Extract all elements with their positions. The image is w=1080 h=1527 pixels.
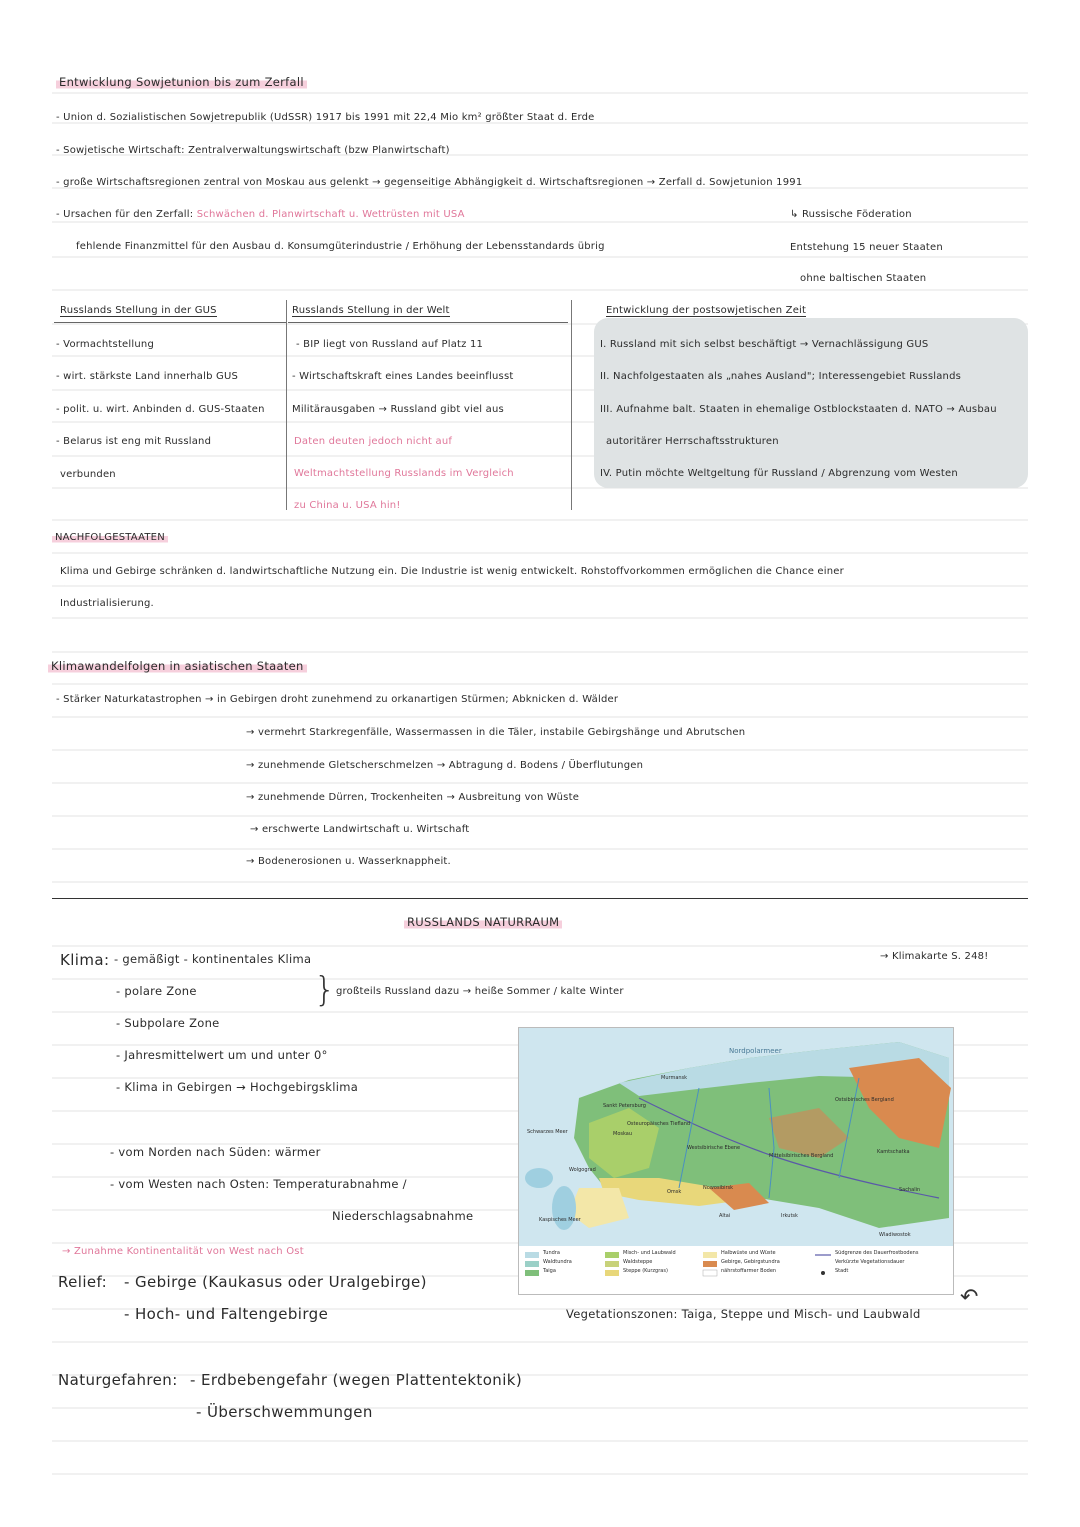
list-item: → vermehrt Starkregenfälle, Wassermassen in die Täler, instabile Gebirgshänge und Abrutschen — [246, 727, 746, 738]
legend-item: Halbwüste und Wüste — [721, 1250, 776, 1256]
map-label: Moskau — [613, 1131, 633, 1137]
section-title-naturraum: RUSSLANDS NATURRAUM — [404, 916, 562, 929]
list-item: II. Nachfolgestaaten als „nahes Ausland"; Interessengebiet Russlands — [600, 371, 962, 382]
page-reference: → Klimakarte S. 248! — [880, 951, 989, 962]
list-item: → zunehmende Gletscherschmelzen → Abtragung d. Bodens / Überflutungen — [246, 760, 644, 771]
map-label: Westsibirische Ebene — [687, 1145, 741, 1151]
map-label: Kamtschatka — [877, 1149, 910, 1155]
legend-item: Tundra — [543, 1250, 560, 1256]
list-item: → Bodenerosionen u. Wasserknappheit. — [246, 856, 451, 867]
side-note: ↳ Russische Föderation — [790, 209, 912, 220]
legend-item: Waldsteppe — [623, 1259, 653, 1265]
list-item: - Gebirge (Kaukasus oder Uralgebirge) — [124, 1273, 427, 1291]
legend-item: Verkürzte Vegetationsdauer — [835, 1259, 905, 1265]
section-title-nachfolge: NACHFOLGESTAATEN — [52, 532, 168, 543]
pink-note: zu China u. USA hin! — [294, 500, 401, 511]
table-divider — [54, 322, 286, 323]
map-label: Mittelsibirisches Bergland — [769, 1153, 834, 1159]
vegetation-map — [518, 1027, 954, 1295]
column-divider — [286, 300, 287, 510]
legend-item: Südgrenze des Dauerfrostbodens — [835, 1250, 919, 1256]
column-title-welt: Russlands Stellung in der Welt — [292, 305, 450, 316]
list-item: - Wirtschaftskraft eines Landes beeinflusst — [292, 371, 514, 382]
column-title-post: Entwicklung der postsowjetischen Zeit — [606, 305, 807, 316]
text-line: fehlende Finanzmittel für den Ausbau d. Konsumgüterindustrie / Erhöhung der Lebensstandards übrig — [76, 241, 605, 252]
section-title-klimawandel: Klimawandelfolgen in asiatischen Staaten — [48, 660, 307, 673]
map-label: Murmansk — [661, 1075, 688, 1081]
list-item: verbunden — [60, 469, 116, 480]
list-item: - Klima in Gebirgen → Hochgebirgsklima — [116, 1080, 359, 1094]
map-label: Nowosibirsk — [703, 1185, 734, 1191]
legend-item: Waldtundra — [543, 1259, 572, 1265]
legend-item: Misch- und Laubwald — [623, 1250, 676, 1256]
side-note: ohne baltischen Staaten — [800, 273, 927, 284]
map-label-sea: Nordpolarmeer — [729, 1047, 782, 1055]
text-line: - große Wirtschaftsregionen zentral von Moskau aus gelenkt → gegenseitige Abhängigkeit d. Wirtschaftsregionen → Zerfall d. Sowjetunion 1991 — [56, 177, 803, 188]
list-item: - Erdbebengefahr (wegen Plattentektonik) — [190, 1371, 523, 1389]
list-item: - Vormachtstellung — [56, 339, 154, 350]
list-item: autoritärer Herrschaftsstrukturen — [606, 436, 779, 447]
relief-label: Relief: — [58, 1273, 108, 1291]
list-item: - polit. u. wirt. Anbinden d. GUS-Staaten — [56, 404, 265, 415]
side-note: Entstehung 15 neuer Staaten — [790, 242, 943, 253]
list-item: → zunehmende Dürren, Trockenheiten → Ausbreitung von Wüste — [246, 792, 580, 803]
list-item: - wirt. stärkste Land innerhalb GUS — [56, 371, 239, 382]
list-item: - Jahresmittelwert um und unter 0° — [116, 1048, 328, 1062]
legend-item: Gebirge, Gebirgstundra — [721, 1259, 780, 1265]
column-divider — [571, 300, 572, 510]
map-label: Omsk — [667, 1189, 682, 1195]
map-label: Sankt Petersburg — [603, 1103, 646, 1109]
list-item: I. Russland mit sich selbst beschäftigt → Vernachlässigung GUS — [600, 339, 929, 350]
list-item: - Belarus ist eng mit Russland — [56, 436, 212, 447]
list-item: - Überschwemmungen — [196, 1403, 373, 1421]
vegetation-note: Vegetationszonen: Taiga, Steppe und Misch- und Laubwald — [566, 1307, 921, 1321]
text-line: - Sowjetische Wirtschaft: Zentralverwaltungswirtschaft (bzw Planwirtschaft) — [56, 145, 450, 156]
brace-icon: } — [314, 970, 336, 1010]
text-line: - vom Norden nach Süden: wärmer — [110, 1145, 321, 1159]
section-title-sowjetunion: Entwicklung Sowjetunion bis zum Zerfall — [56, 76, 307, 89]
list-item: Militärausgaben → Russland gibt viel aus — [292, 404, 504, 415]
map-label: Wladiwostok — [879, 1232, 911, 1238]
text-line: Klima und Gebirge schränken d. landwirtschaftliche Nutzung ein. Die Industrie ist wenig entwickelt. Rohstoffvorkommen ermöglichen die Chance einer — [60, 566, 844, 577]
pink-note: Weltmachtstellung Russlands im Vergleich — [294, 468, 514, 479]
pink-note: Daten deuten jedoch nicht auf — [294, 436, 453, 447]
list-item: → erschwerte Landwirtschaft u. Wirtschaft — [250, 824, 470, 835]
text-line — [56, 209, 465, 220]
map-label: Wolgograd — [569, 1167, 596, 1173]
text-line: - Union d. Sozialistischen Sowjetrepublik (UdSSR) 1917 bis 1991 mit 22,4 Mio km² größter Staat d. Erde — [56, 112, 595, 123]
table-divider — [288, 322, 568, 323]
map-label: Sachalin — [899, 1187, 921, 1193]
list-item: - gemäßigt - kontinentales Klima — [114, 952, 312, 966]
text-line: Niederschlagsabnahme — [332, 1209, 474, 1223]
legend-item: nährstoffarmer Boden — [721, 1268, 777, 1274]
text-line: - Stärker Naturkatastrophen → in Gebirgen droht zunehmend zu orkanartigen Stürmen; Abknicken d. Wälder — [56, 694, 619, 705]
pink-note: → Zunahme Kontinentalität von West nach Ost — [62, 1246, 304, 1257]
map-label: Schwarzes Meer — [527, 1129, 568, 1135]
legend-item: Steppe (Kurzgras) — [623, 1268, 668, 1274]
brace-note: großteils Russland dazu → heiße Sommer / kalte Winter — [336, 986, 624, 997]
text-line: Industrialisierung. — [60, 598, 154, 609]
text-line: - vom Westen nach Osten: Temperaturabnahme / — [110, 1177, 407, 1191]
map-label: Osteuropäisches Tiefland — [627, 1121, 691, 1127]
naturgefahren-label: Naturgefahren: — [58, 1371, 178, 1389]
list-item: - Hoch- und Faltengebirge — [124, 1305, 329, 1323]
legend-item: Taiga — [543, 1268, 556, 1274]
curved-arrow-icon: ↶ — [960, 1285, 979, 1310]
highlight-pink-text: Schwächen d. Planwirtschaft u. Wettrüsten mit USA — [196, 209, 465, 220]
map-label: Kaspisches Meer — [539, 1217, 581, 1223]
list-item: - Subpolare Zone — [116, 1016, 220, 1030]
legend-item: Stadt — [835, 1268, 849, 1274]
list-item: - polare Zone — [116, 984, 197, 998]
section-divider — [52, 898, 1028, 899]
map-label: Ostsibirisches Bergland — [835, 1097, 894, 1103]
klima-label: Klima: — [60, 951, 110, 969]
column-title-gus: Russlands Stellung in der GUS — [60, 305, 217, 316]
list-item: III. Aufnahme balt. Staaten in ehemalige Ostblockstaaten d. NATO → Ausbau — [600, 404, 997, 415]
list-item: - BIP liegt von Russland auf Platz 11 — [296, 339, 484, 350]
map-label: Altai — [719, 1213, 731, 1219]
text-prefix: - Ursachen für den Zerfall: — [56, 209, 194, 220]
list-item: IV. Putin möchte Weltgeltung für Russland / Abgrenzung vom Westen — [600, 468, 958, 479]
map-label: Irkutsk — [781, 1213, 798, 1219]
